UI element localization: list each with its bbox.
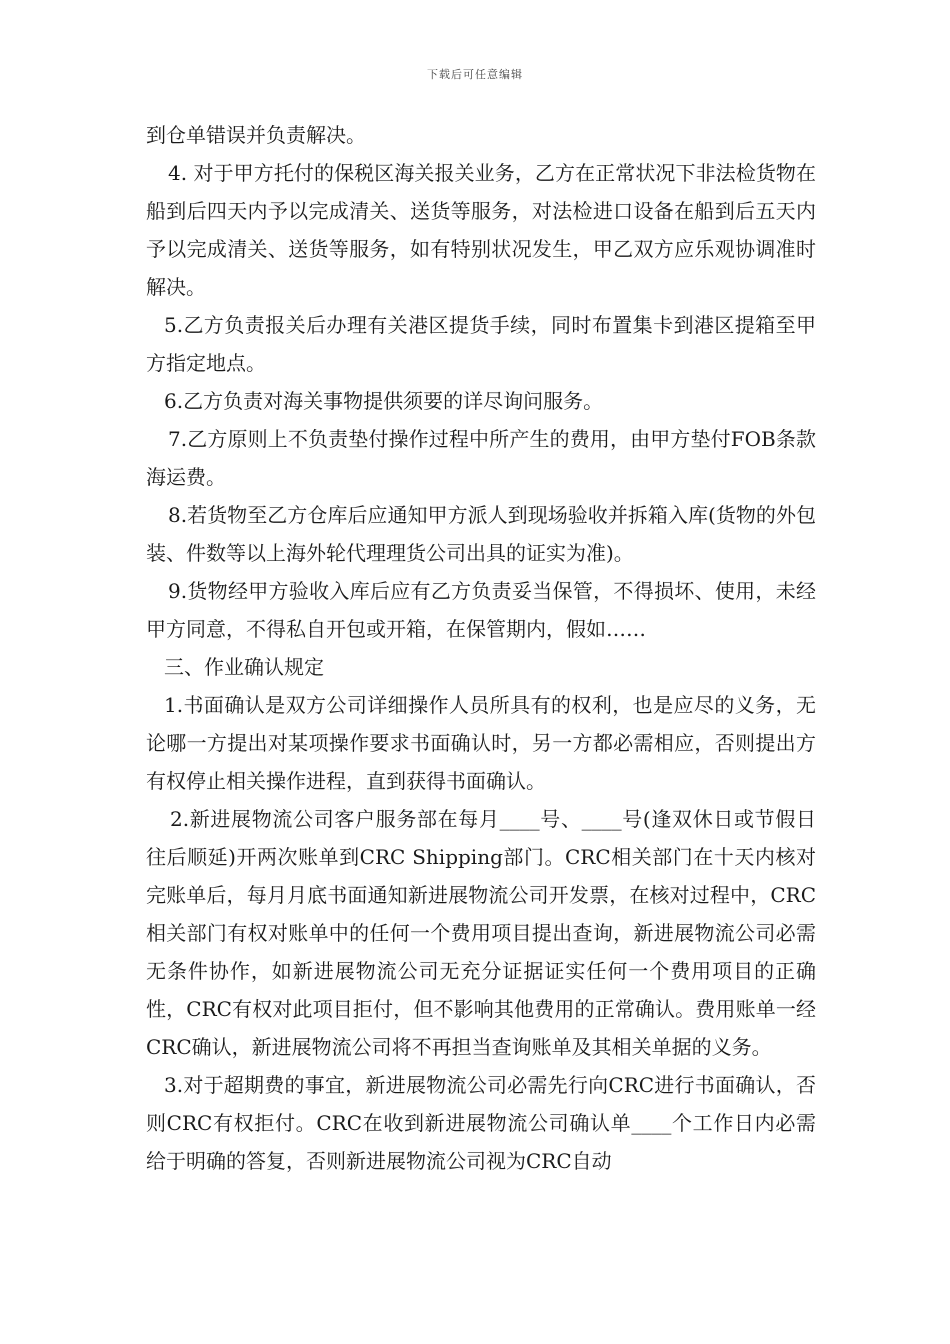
paragraph-item-7: 7.乙方原则上不负责垫付操作过程中所产生的费用，由甲方垫付FOB条款海运费。 (146, 427, 816, 489)
paragraph-rule-1: 1.书面确认是双方公司详细操作人员所具有的权利，也是应尽的义务，无论哪一方提出对某项操作要求书面确认时，另一方都必需相应，否则提出方有权停止相关操作进程，直到获得书面确认。 (146, 693, 816, 793)
paragraph-rule-2: 2.新进展物流公司客户服务部在每月____号、____号(逢双休日或节假日往后顺延)开两次账单到CRC Shipping部门。CRC相关部门在十天内核对完账单后，每月月底书面通知新进展物流公司开发票，在核对过程中，CRC相关部门有权对账单中的任何一个费用项目提出查询，新进展物流公司必需无条件协作，如新进展物流公司无充分证据证实任何一个费用项目的正确性，CRC有权对此项目拒付，但不影响其他费用的正常确认。费用账单一经CRC确认，新进展物流公司将不再担当查询账单及其相关单据的义务。 (146, 807, 816, 1059)
paragraph-item-9: 9.货物经甲方验收入库后应有乙方负责妥当保管，不得损坏、使用，未经甲方同意，不得私自开包或开箱，在保管期内，假如…… (146, 579, 816, 641)
page-header: 下载后可任意编辑 (427, 68, 523, 81)
document-body (146, 116, 816, 1180)
section-heading-3: 三、作业确认规定 (164, 655, 324, 679)
paragraph-item-5: 5.乙方负责报关后办理有关港区提货手续，同时布置集卡到港区提箱至甲方指定地点。 (146, 313, 816, 375)
paragraph-item-4: 4. 对于甲方托付的保税区海关报关业务，乙方在正常状况下非法检货物在船到后四天内予以完成清关、送货等服务，对法检进口设备在船到后五天内予以完成清关、送货等服务，如有特别状况发生，甲乙双方应乐观协调准时解决。 (146, 161, 816, 299)
paragraph-item-8: 8.若货物至乙方仓库后应通知甲方派人到现场验收并拆箱入库(货物的外包装、件数等以上海外轮代理理货公司出具的证实为准)。 (146, 503, 816, 565)
paragraph-continuation: 到仓单错误并负责解决。 (146, 123, 366, 147)
paragraph-item-6: 6.乙方负责对海关事物提供须要的详尽询问服务。 (164, 389, 604, 413)
paragraph-rule-3: 3.对于超期费的事宜，新进展物流公司必需先行向CRC进行书面确认，否则CRC有权拒付。CRC在收到新进展物流公司确认单____个工作日内必需给于明确的答复，否则新进展物流公司视为CRC自动 (146, 1073, 816, 1173)
